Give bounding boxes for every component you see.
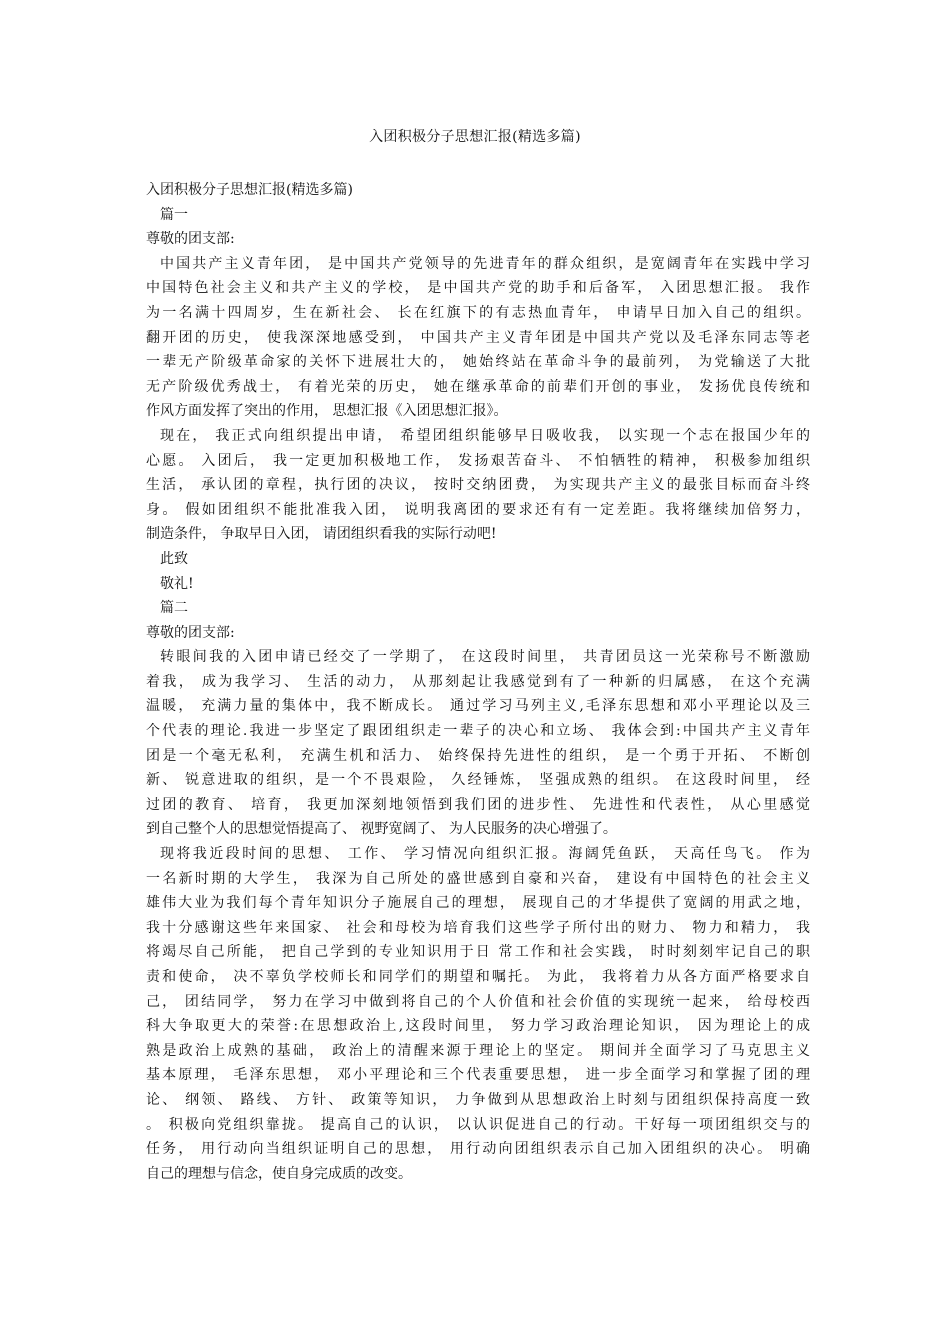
text-line: 心愿。 入团后， 我一定更加积极地工作， 发扬艰苦奋斗、 不怕牺牲的精神， 积极参加组织 (146, 452, 810, 469)
text-line: 翻开团的历史， 使我深深地感受到， 中国共产主义青年团是中国共产党以及毛泽东同志等老 (146, 329, 810, 346)
text-line: 己， 团结同学， 努力在学习中做到将自己的个人价值和社会价值的实现统一起来， 给母校西 (146, 993, 810, 1010)
text-line: 自己的理想与信念，使自身完成质的改变。 (146, 1165, 412, 1182)
text-line: 任务， 用行动向当组织证明自己的思想， 用行动向团组织表示自己加入团组织的决心。 明确 (146, 1141, 810, 1158)
page-title: 入团积极分子思想汇报(精选多篇) (369, 129, 581, 145)
text-line: 无产阶级优秀战士， 有着光荣的历史， 她在继承革命的前辈们开创的事业， 发扬优良传统和 (146, 378, 810, 395)
text-line: 基本原理， 毛泽东思想， 邓小平理论和三个代表重要思想， 进一步全面学习和掌握了团的理 (146, 1067, 810, 1084)
text-line: 一辈无产阶级革命家的关怀下进展壮大的， 她始终站在革命斗争的最前列， 为党输送了大批 (146, 354, 810, 371)
text-line: 此致 (160, 550, 188, 567)
text-line: 现将我近段时间的思想、 工作、 学习情况向组织汇报。海阔凭鱼跃， 天高任鸟飞。 作为 (160, 846, 810, 863)
text-line: 将竭尽自己所能， 把自己学到的专业知识用于日 常工作和社会实践， 时时刻刻牢记自己的职 (146, 944, 810, 961)
text-line: 过团的教育、 培育， 我更加深刻地领悟到我们团的进步性、 先进性和代表性， 从心里感觉 (146, 796, 810, 813)
text-line: 到自己整个人的思想觉悟提高了、 视野宽阔了、 为人民服务的决心增强了。 (146, 821, 617, 838)
text-line: 一名新时期的大学生， 我深为自己所处的盛世感到自豪和兴奋， 建设有中国特色的社会主义 (146, 870, 810, 887)
text-line: 制造条件， 争取早日入团， 请团组织看我的实际行动吧! (146, 526, 497, 543)
text-line: 尊敬的团支部: (146, 231, 235, 248)
text-line: 。 积极向党组织靠拢。 提高自己的认识， 以认识促进自己的行动。干好每一项团组织交与的 (146, 1116, 810, 1133)
text-line: 身。 假如团组织不能批准我入团， 说明我离团的要求还有有一定差距。我将继续加倍努力， (146, 501, 810, 518)
text-line: 作风方面发挥了突出的作用， 思想汇报《入团思想汇报》。 (146, 403, 508, 420)
text-line: 我十分感谢这些年来国家、 社会和母校为培育我们这些学子所付出的财力、 物力和精力， 我 (146, 919, 810, 936)
text-line: 新、 锐意进取的组织，是一个不畏艰险， 久经锤炼， 坚强成熟的组织。 在这段时间里， 经 (146, 772, 810, 789)
text-line: 敬礼! (160, 575, 194, 592)
text-line: 篇一 (160, 206, 188, 223)
text-line: 雄伟大业为我们每个青年知识分子施展自己的理想， 展现自己的才华提供了宽阔的用武之地， (146, 895, 810, 912)
text-line: 为一名满十四周岁，生在新社会、 长在红旗下的有志热血青年， 申请早日加入自己的组织。 (146, 304, 810, 321)
text-line: 团是一个毫无私利， 充满生机和活力、 始终保持先进性的组织， 是一个勇于开拓、 不断创 (146, 747, 810, 764)
text-line: 熟是政治上成熟的基础， 政治上的清醒来源于理论上的坚定。 期间并全面学习了马克思主义 (146, 1042, 810, 1059)
text-line: 中国特色社会主义和共产主义的学校， 是中国共产党的助手和后备军， 入团思想汇报。 我作 (146, 280, 810, 297)
text-line: 个代表的理论.我进一步坚定了跟团组织走一辈子的决心和立场、 我体会到:中国共产主义青年 (146, 723, 810, 740)
text-line: 现在， 我正式向组织提出申请， 希望团组织能够早日吸收我， 以实现一个志在报国少年的 (160, 427, 810, 444)
text-line: 入团积极分子思想汇报(精选多篇) (146, 182, 353, 198)
text-line: 篇二 (160, 600, 188, 617)
text-line: 转眼间我的入团申请已经交了一学期了， 在这段时间里， 共青团员这一光荣称号不断激励 (160, 649, 810, 666)
text-line: 着我， 成为我学习、 生活的动力， 从那刻起让我感觉到有了一种新的归属感， 在这个充满 (146, 673, 810, 690)
text-line: 责和使命， 决不辜负学校师长和同学们的期望和嘱托。 为此， 我将着力从各方面严格要求自 (146, 969, 810, 985)
text-line: 论、 纲领、 路线、 方针、 政策等知识， 力争做到从思想政治上时刻与团组织保持高度一致 (146, 1091, 810, 1108)
text-line: 尊敬的团支部: (146, 624, 235, 641)
document-body (146, 178, 810, 1186)
text-line: 科大争取更大的荣誉:在思想政治上,这段时间里， 努力学习政治理论知识， 因为理论上的成 (146, 1018, 810, 1035)
text-line: 中国共产主义青年团， 是中国共产党领导的先进青年的群众组织，是宽阔青年在实践中学习 (160, 255, 810, 272)
text-line: 温暖， 充满力量的集体中，我不断成长。 通过学习马列主义,毛泽东思想和邓小平理论以及三 (146, 698, 810, 715)
text-line: 生活， 承认团的章程，执行团的决议， 按时交纳团费， 为实现共产主义的最张目标而奋斗终 (146, 477, 810, 494)
